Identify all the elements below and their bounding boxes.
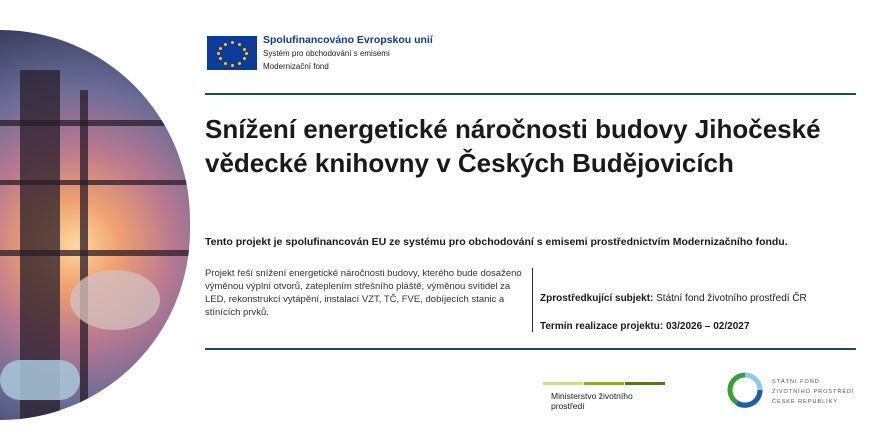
divider-bottom: [205, 348, 856, 350]
sfzp-text: [772, 377, 872, 407]
sfzp-logo-icon: [727, 372, 763, 408]
subtitle: Tento projekt je spolufinancován EU ze systému pro obchodování s emisemi prostřednictvím Modernizačního fondu.: [205, 236, 788, 248]
page-title: Snížení energetické náročnosti budovy Jihočeské vědecké knihovny v Českých Budějovicích: [205, 114, 821, 178]
mzp-name: Ministerstvo životního prostředí: [551, 391, 633, 411]
intermediary-value: Státní fond životního prostředí ČR: [656, 293, 807, 304]
intermediary: [540, 293, 860, 304]
eu-title: Spolufinancováno Evropskou unií: [263, 34, 433, 46]
term-value: 03/2026 – 02/2027: [665, 321, 750, 332]
term: [540, 321, 860, 332]
term-label: Termín realizace projektu:: [540, 321, 664, 332]
vertical-divider: [532, 268, 533, 332]
eu-flag-icon: [207, 36, 257, 70]
sfzp-line3: ČESKÉ REPUBLIKY: [772, 399, 839, 405]
eu-line2: Modernizační fond: [263, 62, 329, 71]
project-description: Projekt řeší snížení energetické náročnosti budovy, kterého bude dosaženo výměnou výplní otvorů, zateplením střešního pláště, výměnou svítidel za LED, rekonstrukcí vytápění, instalací VZT, TČ, FVE, dobíjecích stanic a stínících prvků.: [205, 268, 522, 318]
mzp-logo: [543, 382, 668, 411]
intermediary-label: Zprostředkující subjekt:: [540, 293, 654, 304]
eu-line1: Systém pro obchodování s emisemi: [263, 49, 390, 58]
sfzp-line1: STÁTNÍ FOND: [772, 379, 820, 385]
industrial-photo: [0, 30, 190, 420]
sfzp-line2: ŽIVOTNÍHO PROSTŘEDÍ: [772, 389, 855, 395]
eu-logo-text: [263, 34, 483, 73]
divider-top: [205, 93, 856, 95]
